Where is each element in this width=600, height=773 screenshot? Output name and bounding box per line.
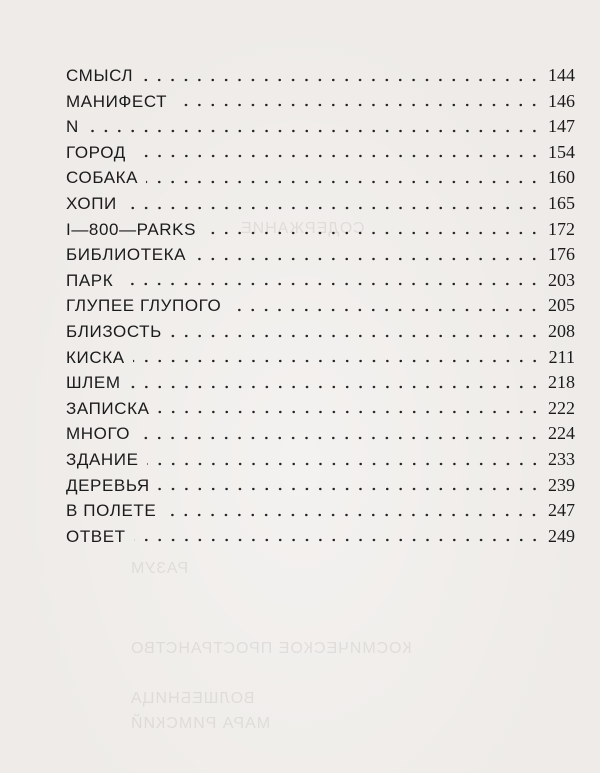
dot-leader bbox=[133, 358, 541, 364]
toc-entry-title: ГОРОД bbox=[66, 142, 126, 162]
toc-entry bbox=[66, 242, 575, 268]
dot-leader bbox=[134, 153, 541, 159]
toc-entry bbox=[66, 396, 575, 422]
toc-entry-page-number: 146 bbox=[548, 90, 575, 111]
ghost-text: ВОЛШЕБНИЦА bbox=[130, 690, 255, 707]
dot-leader bbox=[229, 307, 541, 313]
toc-entry-title: ПАРК bbox=[66, 270, 114, 290]
toc-entry bbox=[66, 268, 575, 294]
dot-leader bbox=[164, 512, 541, 518]
toc-entry-page-number: 249 bbox=[548, 525, 575, 546]
dot-leader bbox=[204, 230, 541, 236]
toc-entry-title: МНОГО bbox=[66, 424, 131, 444]
toc-entry-title: БИБЛИОТЕКА bbox=[66, 245, 187, 265]
toc-entry-page-number: 172 bbox=[548, 218, 575, 239]
toc-entry-title: БЛИЗОСТЬ bbox=[66, 321, 162, 341]
toc-entry-title: N bbox=[66, 117, 79, 137]
toc-entry bbox=[66, 63, 575, 89]
toc-entry-title: ДЕРЕВЬЯ bbox=[66, 475, 150, 495]
toc-entry bbox=[66, 293, 575, 319]
dot-leader bbox=[146, 179, 541, 185]
toc-entry-page-number: 205 bbox=[548, 295, 575, 316]
toc-entry-title: КИСКА bbox=[66, 347, 125, 367]
toc-entry-page-number: 233 bbox=[548, 448, 575, 469]
toc-entry bbox=[66, 217, 575, 243]
ghost-text: МАРА РИМСКИЙ bbox=[130, 715, 271, 732]
dot-leader bbox=[194, 256, 541, 262]
dot-leader bbox=[158, 409, 541, 415]
toc-entry-title: СМЫСЛ bbox=[66, 66, 134, 85]
dot-leader bbox=[175, 102, 541, 108]
toc-entry-page-number: 218 bbox=[548, 372, 575, 393]
toc-entry-page-number: 160 bbox=[548, 167, 575, 188]
toc-entry bbox=[66, 421, 575, 447]
toc-entry-page-number: 208 bbox=[548, 320, 575, 341]
toc-entry-page-number: 247 bbox=[548, 500, 575, 521]
toc-entry-page-number: 239 bbox=[548, 474, 575, 495]
toc-entry-page-number: 224 bbox=[548, 423, 575, 444]
dot-leader bbox=[138, 435, 541, 441]
toc-entry-title: I—800—PARKS bbox=[66, 219, 197, 239]
toc-entry bbox=[66, 345, 575, 371]
toc-entry bbox=[66, 370, 575, 396]
toc-entry bbox=[66, 191, 575, 217]
toc-entry bbox=[66, 319, 575, 345]
toc-entry bbox=[66, 114, 575, 140]
toc-entry-page-number: 154 bbox=[548, 141, 575, 162]
toc-entry bbox=[66, 140, 575, 166]
dot-leader bbox=[170, 333, 541, 339]
dot-leader bbox=[141, 77, 541, 83]
dot-leader bbox=[129, 384, 541, 390]
toc-entry-title: ЗАПИСКА bbox=[66, 398, 150, 418]
dot-leader bbox=[121, 281, 541, 287]
dot-leader bbox=[134, 537, 541, 543]
toc-entry-title: ШЛЕМ bbox=[66, 373, 121, 393]
toc-entry bbox=[66, 524, 575, 550]
toc-entry bbox=[66, 473, 575, 499]
ghost-text: КОСМИЧЕСКОЕ ПРОСТРАНСТВО bbox=[130, 640, 412, 657]
toc-entry bbox=[66, 89, 575, 115]
toc-entry-title: ЗДАНИЕ bbox=[66, 449, 139, 469]
toc-entry-title: В ПОЛЕТЕ bbox=[66, 501, 157, 521]
toc-entry-title: СОБАКА bbox=[66, 168, 139, 188]
ghost-text: СОДЕРЖАНИЕ bbox=[240, 220, 365, 237]
toc-entry-title: ОТВЕТ bbox=[66, 526, 126, 546]
toc-entry bbox=[66, 447, 575, 473]
toc-entry-title: ХОПИ bbox=[66, 193, 117, 213]
dot-leader bbox=[147, 461, 541, 467]
toc-entry-page-number: 147 bbox=[548, 116, 575, 137]
toc-entry-page-number: 176 bbox=[548, 244, 575, 265]
table-of-contents bbox=[66, 63, 575, 549]
dot-leader bbox=[87, 128, 541, 134]
toc-entry-page-number: 211 bbox=[548, 346, 575, 367]
toc-entry-title: ГЛУПЕЕ ГЛУПОГО bbox=[66, 296, 222, 316]
dot-leader bbox=[158, 486, 541, 492]
dot-leader bbox=[125, 205, 541, 211]
toc-entry-title: МАНИФЕСТ bbox=[66, 91, 168, 111]
toc-entry-page-number: 222 bbox=[548, 397, 575, 418]
toc-entry-page-number: 165 bbox=[548, 192, 575, 213]
toc-entry bbox=[66, 165, 575, 191]
ghost-text: РАЗУМ bbox=[130, 560, 189, 577]
toc-entry-page-number: 144 bbox=[548, 65, 575, 85]
toc-entry bbox=[66, 498, 575, 524]
toc-entry-page-number: 203 bbox=[548, 269, 575, 290]
